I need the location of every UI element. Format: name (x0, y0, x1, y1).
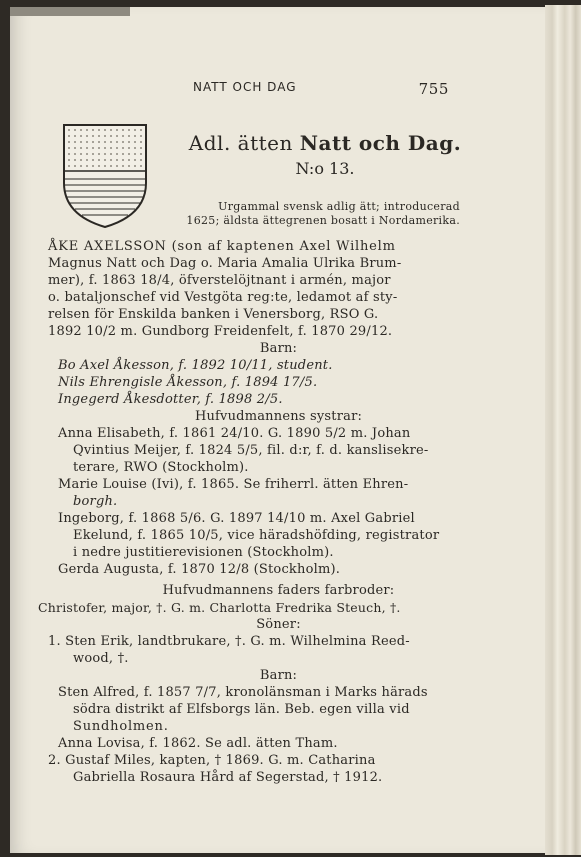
text-line: Magnus Natt och Dag o. Maria Amalia Ulrika Brum- (48, 256, 402, 271)
text-line: wood, †. (73, 651, 129, 666)
text-line: Marie Louise (Ivi), f. 1865. Se friherrl. ätten Ehren- (58, 477, 409, 492)
text-line: o. bataljonschef vid Vestgöta reg:te, ledamot af sty- (48, 290, 398, 305)
text-line: ÅKE AXELSSON (son af kaptenen Axel Wilhelm (48, 239, 396, 254)
text-line: Anna Elisabeth, f. 1861 24/10. G. 1890 5/2 m. Johan (58, 426, 411, 441)
running-title: NATT OCH DAG (193, 80, 297, 94)
text-line: borgh. (73, 494, 118, 509)
text-line: Ingeborg, f. 1868 5/6. G. 1897 14/10 m. Axel Gabriel (58, 511, 415, 526)
text-line: Anna Lovisa, f. 1862. Se adl. ätten Tham. (58, 736, 338, 751)
page-edges (545, 5, 581, 855)
text-line: relsen för Enskilda banken i Venersborg, RSO G. (48, 307, 379, 322)
text-line: Sundholmen. (73, 719, 169, 734)
section-heading: Hufvudmannens systrar: (194, 409, 363, 424)
text-line: Sten Alfred, f. 1857 7/7, kronolänsman i Marks härads (58, 685, 428, 700)
text-line: 1. Sten Erik, landtbrukare, †. G. m. Wilhelmina Reed- (48, 634, 410, 649)
family-number: N:o 13. (295, 159, 355, 178)
text-line: Ekelund, f. 1865 10/5, vice häradshöfding, registrator (73, 528, 440, 543)
text-line: i nedre justitierevisionen (Stockholm). (73, 545, 334, 560)
text-line: Nils Ehrengisle Åkesson, f. 1894 17/5. (58, 375, 318, 390)
text-line: Bo Axel Åkesson, f. 1892 10/11, student. (58, 358, 333, 373)
section-heading: Barn: (259, 341, 298, 356)
section-heading: Söner: (256, 617, 301, 632)
family-intro (170, 200, 460, 228)
running-header (10, 80, 547, 100)
book-page (10, 7, 547, 853)
text-line: 1892 10/2 m. Gundborg Freidenfelt, f. 1870 29/12. (48, 324, 393, 339)
section-heading: Hufvudmannens faders farbroder: (162, 583, 395, 598)
text-line: mer), f. 1863 18/4, öfverstelöjtnant i armén, major (48, 273, 391, 288)
page-number: 755 (418, 80, 449, 98)
text-line: Qvintius Meijer, f. 1824 5/5, fil. d:r, f. d. kanslisekre- (73, 443, 429, 458)
family-title: Adl. ätten Natt och Dag. (188, 131, 462, 155)
intro-line: 1625; äldsta ättegrenen bosatt i Nordamerika. (186, 214, 460, 227)
intro-line: Urgammal svensk adlig ätt; introducerad (218, 200, 460, 213)
text-line: terare, RWO (Stockholm). (73, 460, 249, 475)
coat-of-arms-shield (60, 121, 150, 231)
page-corner-shadow (10, 7, 130, 16)
text-line: 2. Gustaf Miles, kapten, † 1869. G. m. Catharina (48, 753, 376, 768)
text-line: Christofer, major, †. G. m. Charlotta Fredrika Steuch, †. (38, 600, 401, 615)
text-line: Ingegerd Åkesdotter, f. 1898 2/5. (58, 392, 283, 407)
text-line: södra distrikt af Elfsborgs län. Beb. egen villa vid (73, 702, 410, 717)
text-line: Gerda Augusta, f. 1870 12/8 (Stockholm). (58, 562, 341, 577)
text-line: Gabriella Rosaura Hård af Segerstad, † 1912. (73, 770, 383, 785)
family-heading (175, 131, 475, 178)
section-heading: Barn: (259, 668, 298, 683)
